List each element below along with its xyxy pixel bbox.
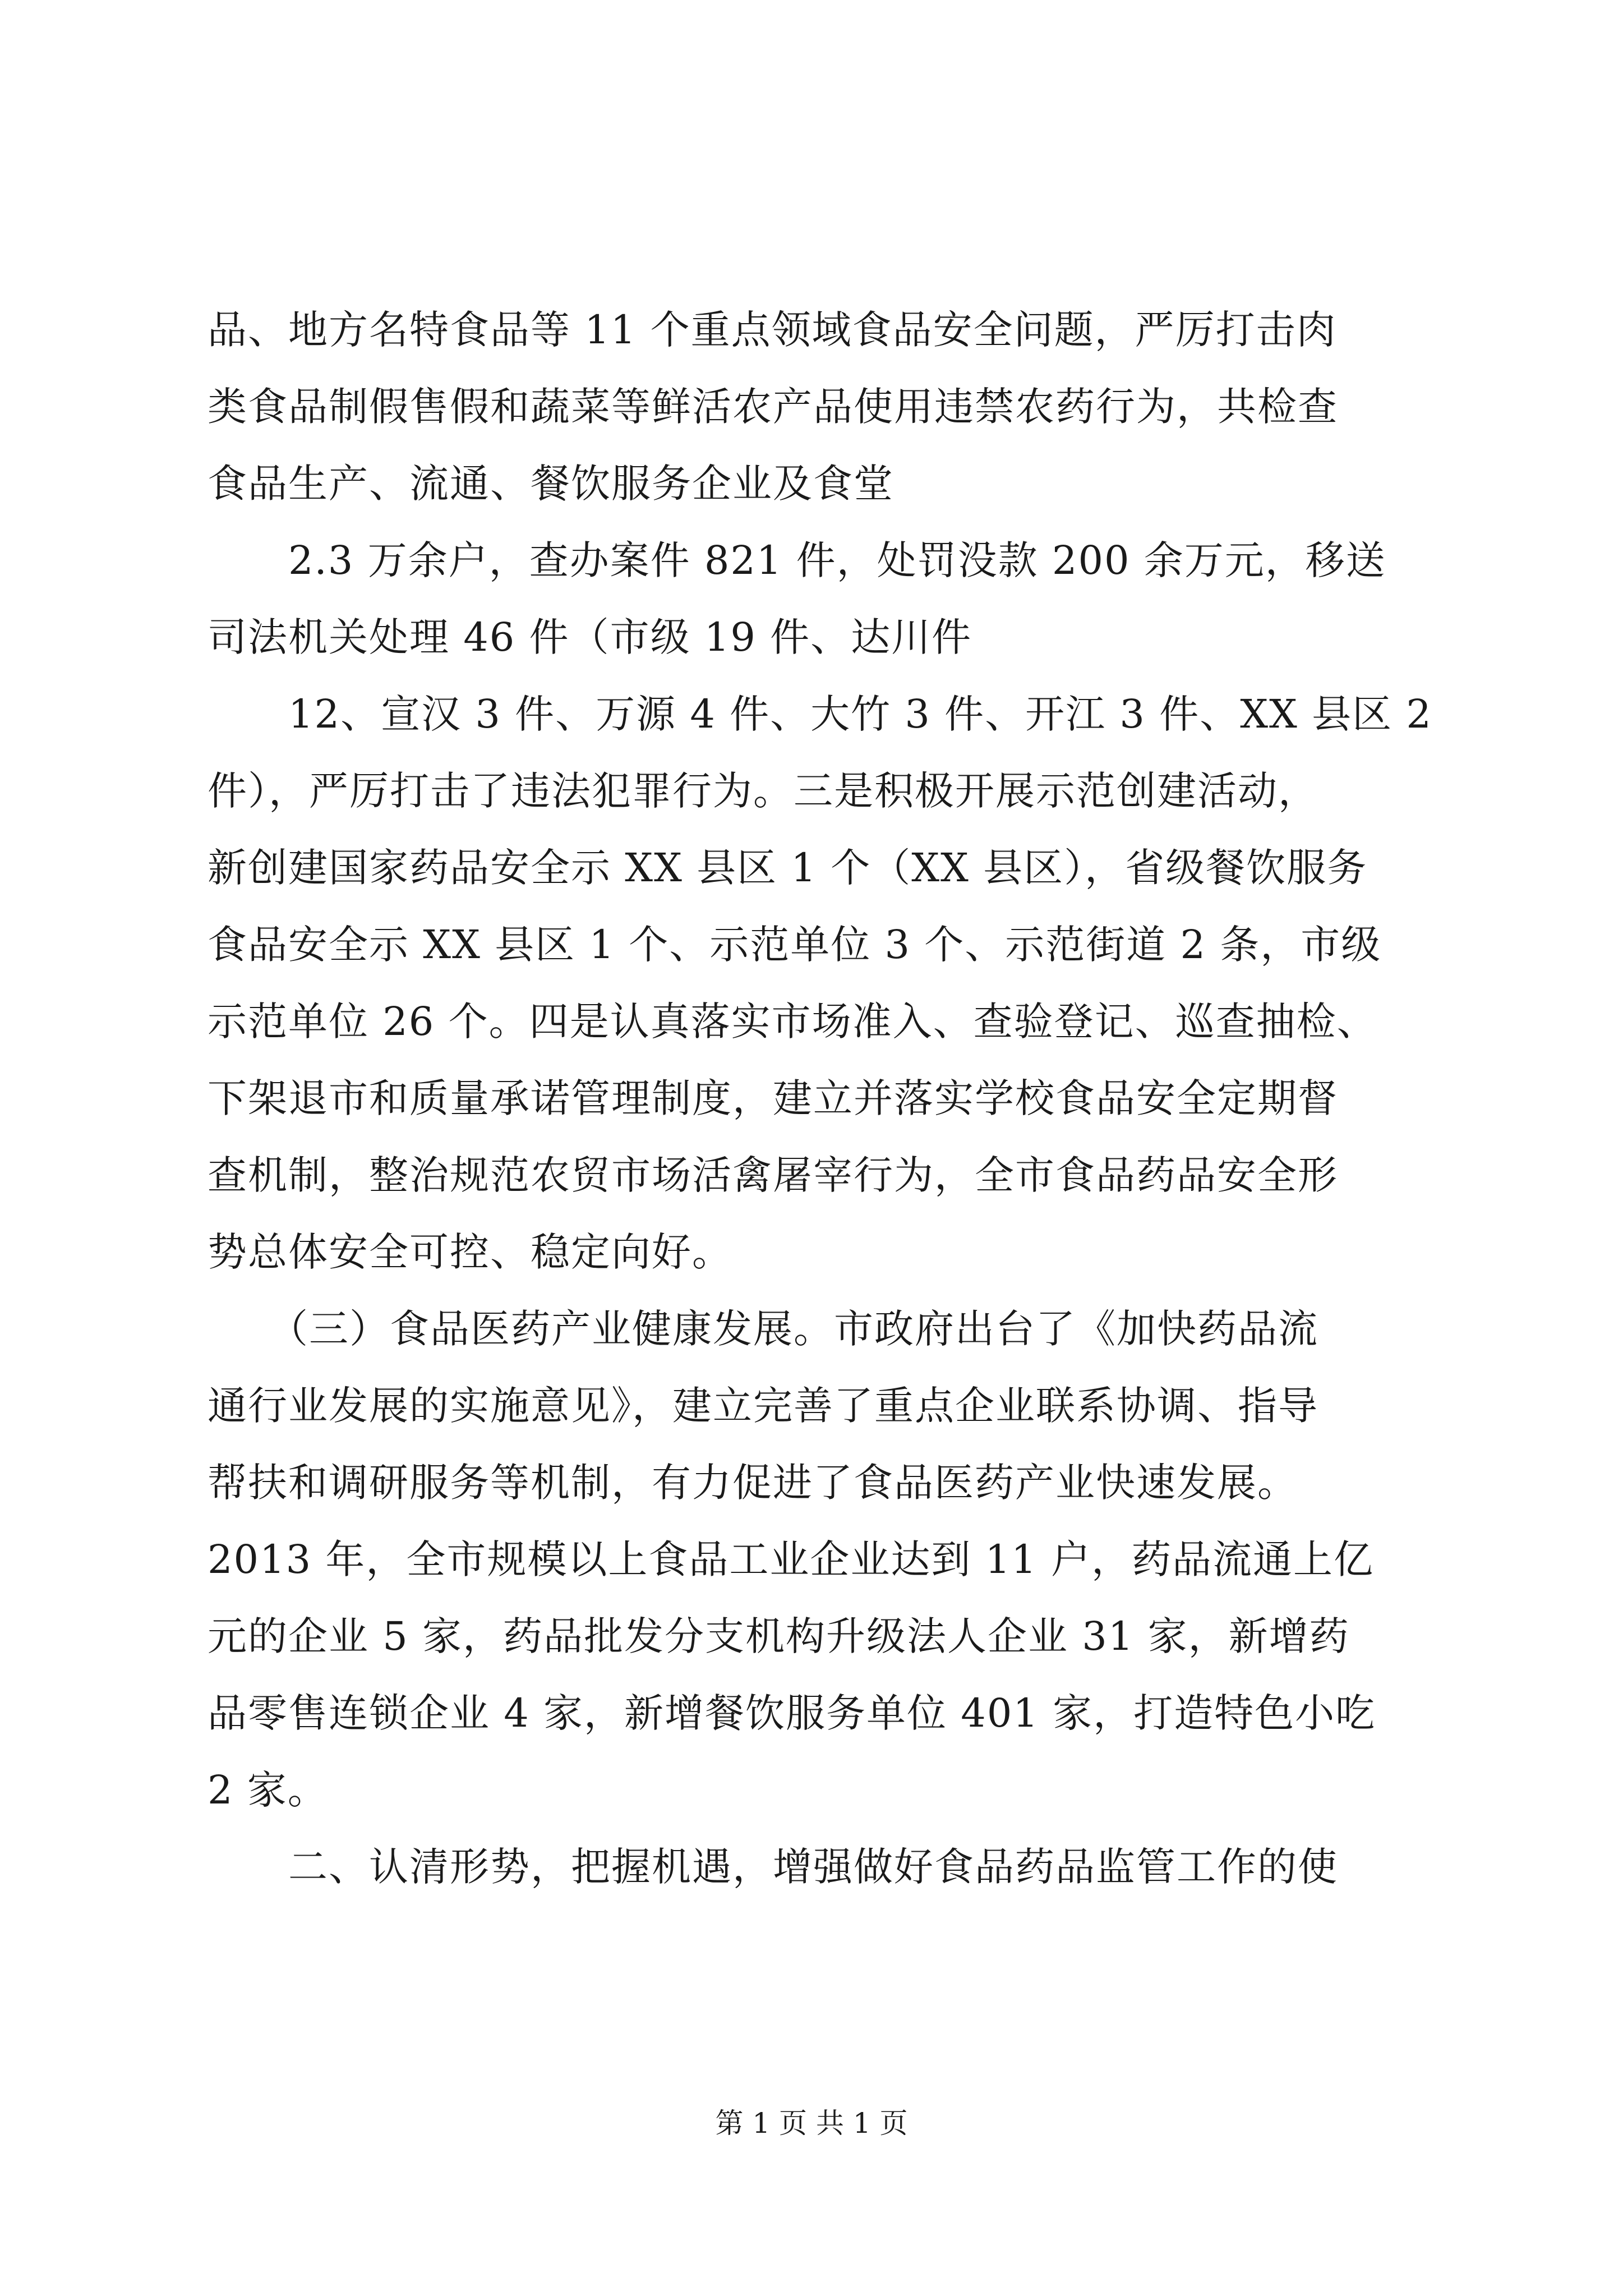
- text-line: 示范单位 26 个。四是认真落实市场准入、查验登记、巡查抽检、: [208, 999, 1377, 1045]
- text-line: 查机制，整治规范农贸市场活禽屠宰行为，全市食品药品安全形: [208, 1152, 1338, 1198]
- text-line: 2013 年，全市规模以上食品工业企业达到 11 户，药品流通上亿: [208, 1536, 1374, 1582]
- text-line: 12、宣汉 3 件、万源 4 件、大竹 3 件、开江 3 件、XX 县区 2: [208, 691, 1432, 737]
- text-line: 元的企业 5 家，药品批发分支机构升级法人企业 31 家，新增药: [208, 1613, 1350, 1659]
- text-line: 2.3 万余户，查办案件 821 件，处罚没款 200 余万元，移送: [208, 537, 1386, 583]
- body-text: [208, 292, 1432, 1906]
- text-line: 通行业发展的实施意见》，建立完善了重点企业联系协调、指导: [208, 1383, 1318, 1429]
- text-line: 食品安全示 XX 县区 1 个、示范单位 3 个、示范街道 2 条，市级: [208, 922, 1382, 968]
- text-line: 司法机关处理 46 件（市级 19 件、达川件: [208, 614, 972, 660]
- text-line: 品零售连锁企业 4 家，新增餐饮服务单位 401 家，打造特色小吃: [208, 1690, 1376, 1736]
- page-number-footer: 第 1 页 共 1 页: [715, 2107, 908, 2139]
- text-line: 品、地方名特食品等 11 个重点领域食品安全问题，严厉打击肉: [208, 307, 1337, 353]
- text-line: 势总体安全可控、稳定向好。: [208, 1229, 732, 1275]
- text-line: 类食品制假售假和蔬菜等鲜活农产品使用违禁农药行为，共检查: [208, 384, 1338, 430]
- text-line: 新创建国家药品安全示 XX 县区 1 个（XX 县区），省级餐饮服务: [208, 845, 1368, 891]
- text-line: 下架退市和质量承诺管理制度，建立并落实学校食品安全定期督: [208, 1075, 1338, 1121]
- text-line: （三）食品医药产业健康发展。市政府出台了《加快药品流: [208, 1306, 1318, 1352]
- text-line: 二、认清形势，把握机遇，增强做好食品药品监管工作的使: [208, 1844, 1338, 1890]
- text-line: 2 家。: [208, 1767, 328, 1813]
- text-line: 件），严厉打击了违法犯罪行为。三是积极开展示范创建活动，: [208, 768, 1318, 814]
- text-line: 食品生产、流通、餐饮服务企业及食堂: [208, 461, 894, 507]
- text-line: 帮扶和调研服务等机制，有力促进了食品医药产业快速发展。: [208, 1460, 1298, 1506]
